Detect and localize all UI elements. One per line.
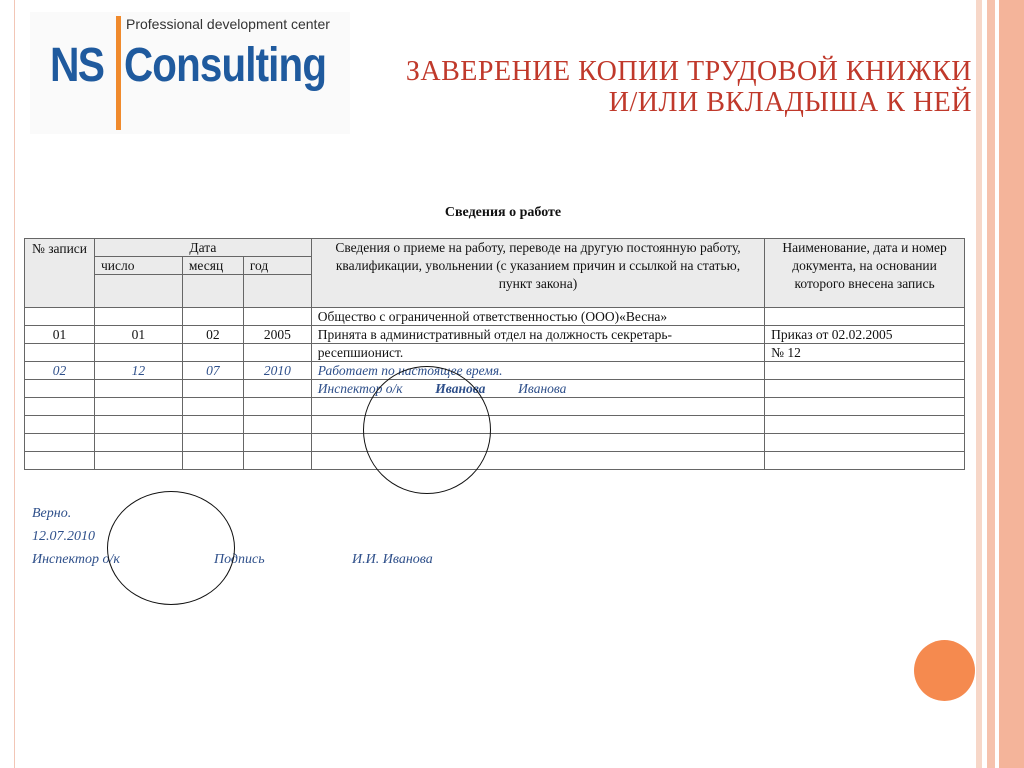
header-doc: Наименование, дата и номер документа, на основании которого внесена запись xyxy=(765,239,965,308)
ns-consulting-logo xyxy=(30,12,350,134)
header-date: Дата xyxy=(94,239,311,257)
header-month: месяц xyxy=(182,257,243,275)
org-name: Общество с ограниченной ответственностью (ООО)«Весна» xyxy=(311,308,764,326)
inspector-label: Инспектор о/к xyxy=(317,381,403,396)
header-row-1 xyxy=(25,239,965,257)
header-year: год xyxy=(243,257,311,275)
decorative-stripes xyxy=(976,0,1024,768)
record-info: Работает по настоящее время. xyxy=(311,362,764,380)
record-doc-num: № 12 xyxy=(765,344,965,362)
header-num: № записи xyxy=(25,239,95,308)
cert-date: 12.07.2010 xyxy=(32,529,95,544)
table-row xyxy=(25,416,965,434)
inspector-name: Иванова xyxy=(518,381,567,396)
title-line-1: ЗАВЕРЕНИЕ КОПИИ ТРУДОВОЙ КНИЖКИ xyxy=(405,56,972,87)
title-line-2: И/ИЛИ ВКЛАДЫША К НЕЙ xyxy=(608,87,972,118)
cert-name: И.И. Иванова xyxy=(352,552,433,567)
record-info-cont: ресепшионист. xyxy=(311,344,764,362)
table-row xyxy=(25,434,965,452)
table-row xyxy=(25,326,965,344)
record-month: 07 xyxy=(182,362,243,380)
table-row xyxy=(25,398,965,416)
cert-verified: Верно. xyxy=(32,506,72,521)
header-day: число xyxy=(94,257,182,275)
logo-brand: Consulting xyxy=(124,39,327,92)
table-row xyxy=(25,452,965,470)
logo-tagline: Professional development center xyxy=(126,16,330,32)
record-year: 2010 xyxy=(243,362,311,380)
record-num: 02 xyxy=(25,362,95,380)
record-year: 2005 xyxy=(243,326,311,344)
cert-sign: Подпись xyxy=(214,552,265,567)
record-doc: Приказ от 02.02.2005 xyxy=(765,326,965,344)
record-info: Принята в административный отдел на должность секретарь- xyxy=(311,326,764,344)
table-row xyxy=(25,380,965,398)
table-row xyxy=(25,308,965,326)
left-border xyxy=(0,0,15,768)
decorative-dot xyxy=(914,640,975,701)
header-info: Сведения о приеме на работу, переводе на другую постоянную работу, квалификации, увольнении (с указанием причин и ссылкой на статью, пункт закона) xyxy=(311,239,764,308)
stamp-circle-cert xyxy=(107,491,235,605)
table-row xyxy=(25,362,965,380)
table-caption: Сведения о работе xyxy=(444,205,562,220)
work-record-table xyxy=(24,238,965,470)
table-row xyxy=(25,344,965,362)
slide-title xyxy=(352,56,972,118)
record-day: 01 xyxy=(94,326,182,344)
logo-divider-bar xyxy=(116,16,121,130)
stamp-circle-table xyxy=(363,366,491,494)
record-num: 01 xyxy=(25,326,95,344)
logo-ns: NS xyxy=(50,39,104,92)
inspector-signature: Иванова xyxy=(435,381,486,396)
cert-inspector: Инспектор о/к xyxy=(32,552,120,567)
record-day: 12 xyxy=(94,362,182,380)
record-month: 02 xyxy=(182,326,243,344)
